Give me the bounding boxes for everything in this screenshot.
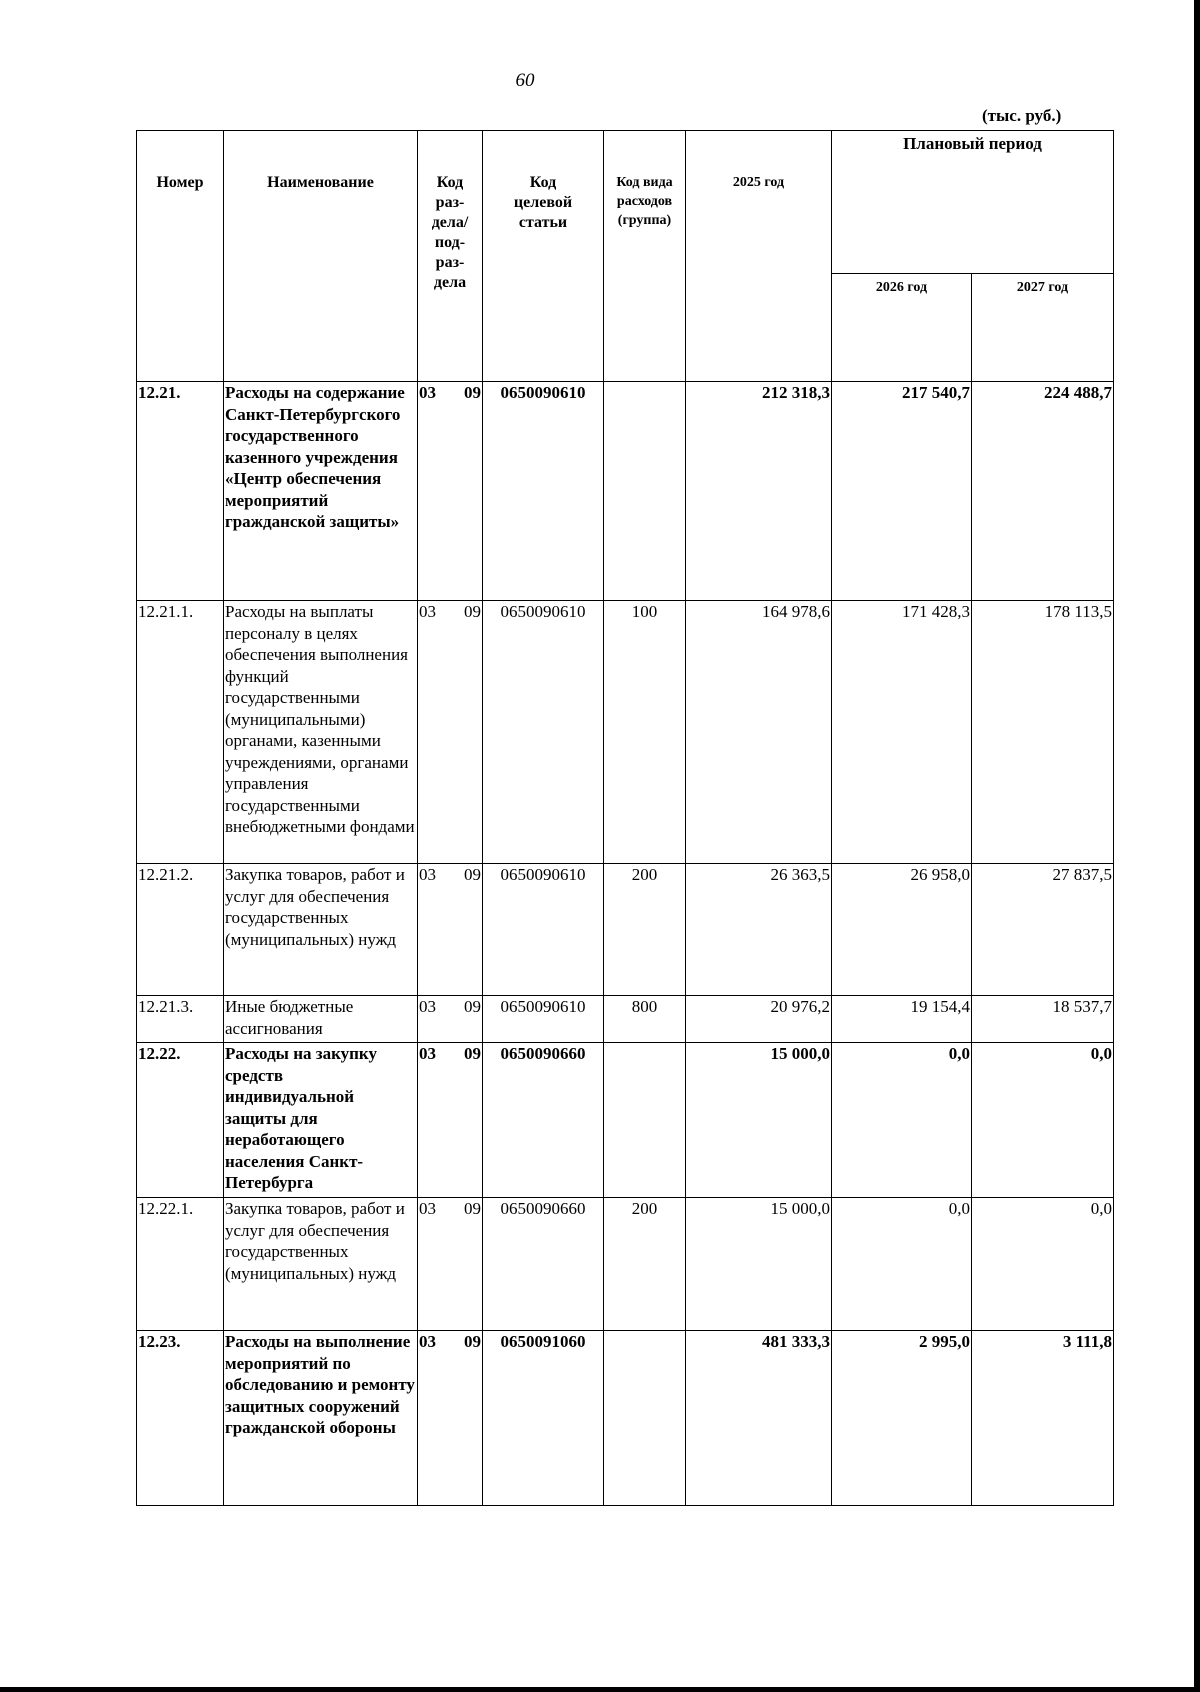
table-row: [137, 996, 1114, 1043]
row-number: 12.21.3.: [137, 996, 224, 1043]
row-expense-type: 100: [604, 601, 686, 864]
row-amount-2027: 27 837,5: [972, 864, 1114, 996]
row-expense-type: 200: [604, 1198, 686, 1331]
header-section-code: [418, 131, 483, 382]
header-expense-type-line: (группа): [617, 213, 672, 228]
row-expense-type: [604, 1043, 686, 1198]
header-2027: 2027 год: [972, 274, 1114, 382]
row-amount-2027: 0,0: [972, 1043, 1114, 1198]
table-body: [137, 382, 1114, 1506]
row-subsection: 09: [464, 1332, 481, 1351]
header-2026: 2026 год: [832, 274, 972, 382]
row-amount-2027: 178 113,5: [972, 601, 1114, 864]
row-name: Расходы на выплаты персоналу в целях обеспечения выполнения функций государственными (муниципальными) органами, казенными учреждениями, органами управления государственными внебюджетными фондами: [224, 601, 418, 864]
row-amount-2027: 0,0: [972, 1198, 1114, 1331]
row-subsection: 09: [464, 865, 481, 884]
row-section: 03: [419, 602, 436, 621]
row-number: 12.23.: [137, 1331, 224, 1506]
table-row: [137, 864, 1114, 996]
row-amount-2026: 217 540,7: [832, 382, 972, 601]
row-section-code: [418, 1043, 483, 1198]
row-section: 03: [419, 1332, 436, 1351]
row-name: Расходы на выполнение мероприятий по обследованию и ремонту защитных сооружений гражданской обороны: [224, 1331, 418, 1506]
row-section: 03: [419, 865, 436, 884]
row-target-code: 0650090610: [483, 996, 604, 1043]
header-expense-type-line: Код вида: [616, 175, 673, 190]
row-name: Иные бюджетные ассигнования: [224, 996, 418, 1043]
row-name: Расходы на закупку средств индивидуальной защиты для неработающего населения Санкт-Петербурга: [224, 1043, 418, 1198]
page-number: 60: [515, 70, 535, 91]
header-target-code-line: статьи: [518, 214, 568, 231]
row-expense-type: 200: [604, 864, 686, 996]
row-amount-2027: 3 111,8: [972, 1331, 1114, 1506]
row-name: Закупка товаров, работ и услуг для обеспечения государственных (муниципальных) нужд: [224, 864, 418, 996]
row-section-code: [418, 864, 483, 996]
row-amount-2025: 26 363,5: [686, 864, 832, 996]
row-section-code: [418, 1198, 483, 1331]
row-amount-2027: 224 488,7: [972, 382, 1114, 601]
row-amount-2025: 481 333,3: [686, 1331, 832, 1506]
row-amount-2025: 20 976,2: [686, 996, 832, 1043]
row-amount-2026: 19 154,4: [832, 996, 972, 1043]
header-section-code-line: под-: [434, 234, 466, 251]
row-name: Закупка товаров, работ и услуг для обеспечения государственных (муниципальных) нужд: [224, 1198, 418, 1331]
row-amount-2025: 15 000,0: [686, 1043, 832, 1198]
row-amount-2026: 0,0: [832, 1043, 972, 1198]
header-expense-type: [604, 131, 686, 382]
row-amount-2026: 0,0: [832, 1198, 972, 1331]
row-section: 03: [419, 997, 436, 1016]
row-target-code: 0650090610: [483, 864, 604, 996]
row-subsection: 09: [464, 1044, 481, 1063]
row-section-code: [418, 996, 483, 1043]
table-row: [137, 382, 1114, 601]
table-row: [137, 1198, 1114, 1331]
header-section-code-line: раз-: [435, 254, 465, 271]
header-target-code-line: целевой: [513, 194, 573, 211]
row-target-code: 0650091060: [483, 1331, 604, 1506]
header-section-code-line: дела/: [431, 214, 469, 231]
header-number: Номер: [137, 131, 224, 382]
budget-table: [136, 130, 1114, 1506]
row-amount-2026: 2 995,0: [832, 1331, 972, 1506]
header-target-code-line: Код: [529, 174, 557, 191]
table-row: [137, 601, 1114, 864]
row-name: Расходы на содержание Санкт-Петербургского государственного казенного учреждения «Центр обеспечения мероприятий гражданской защиты»: [224, 382, 418, 601]
row-target-code: 0650090610: [483, 601, 604, 864]
header-section-code-line: раз-: [435, 194, 465, 211]
units-label: (тыс. руб.): [982, 106, 1062, 125]
row-number: 12.21.: [137, 382, 224, 601]
row-amount-2026: 171 428,3: [832, 601, 972, 864]
scan-edge-bottom: [0, 1687, 1200, 1692]
header-section-code-line: дела: [433, 274, 467, 291]
table-row: [137, 1043, 1114, 1198]
row-section: 03: [419, 383, 436, 402]
row-amount-2025: 212 318,3: [686, 382, 832, 601]
row-expense-type: 800: [604, 996, 686, 1043]
row-subsection: 09: [464, 1199, 481, 1218]
row-section: 03: [419, 1044, 436, 1063]
header-planned-period: Плановый период: [832, 131, 1114, 274]
row-subsection: 09: [464, 997, 481, 1016]
row-number: 12.22.1.: [137, 1198, 224, 1331]
row-number: 12.21.2.: [137, 864, 224, 996]
row-section-code: [418, 601, 483, 864]
scan-edge-right: [1194, 0, 1200, 1692]
header-section-code-line: Код: [436, 174, 464, 191]
row-subsection: 09: [464, 602, 481, 621]
row-amount-2027: 18 537,7: [972, 996, 1114, 1043]
row-section-code: [418, 1331, 483, 1506]
row-section-code: [418, 382, 483, 601]
row-section: 03: [419, 1199, 436, 1218]
table-row: [137, 1331, 1114, 1506]
row-amount-2025: 164 978,6: [686, 601, 832, 864]
header-2025: 2025 год: [686, 131, 832, 382]
row-expense-type: [604, 1331, 686, 1506]
row-target-code: 0650090660: [483, 1043, 604, 1198]
row-expense-type: [604, 382, 686, 601]
row-target-code: 0650090660: [483, 1198, 604, 1331]
header-name: Наименование: [224, 131, 418, 382]
row-amount-2025: 15 000,0: [686, 1198, 832, 1331]
row-amount-2026: 26 958,0: [832, 864, 972, 996]
row-number: 12.22.: [137, 1043, 224, 1198]
row-target-code: 0650090610: [483, 382, 604, 601]
row-subsection: 09: [464, 383, 481, 402]
header-target-code: [483, 131, 604, 382]
header-expense-type-line: расходов: [616, 194, 673, 209]
row-number: 12.21.1.: [137, 601, 224, 864]
